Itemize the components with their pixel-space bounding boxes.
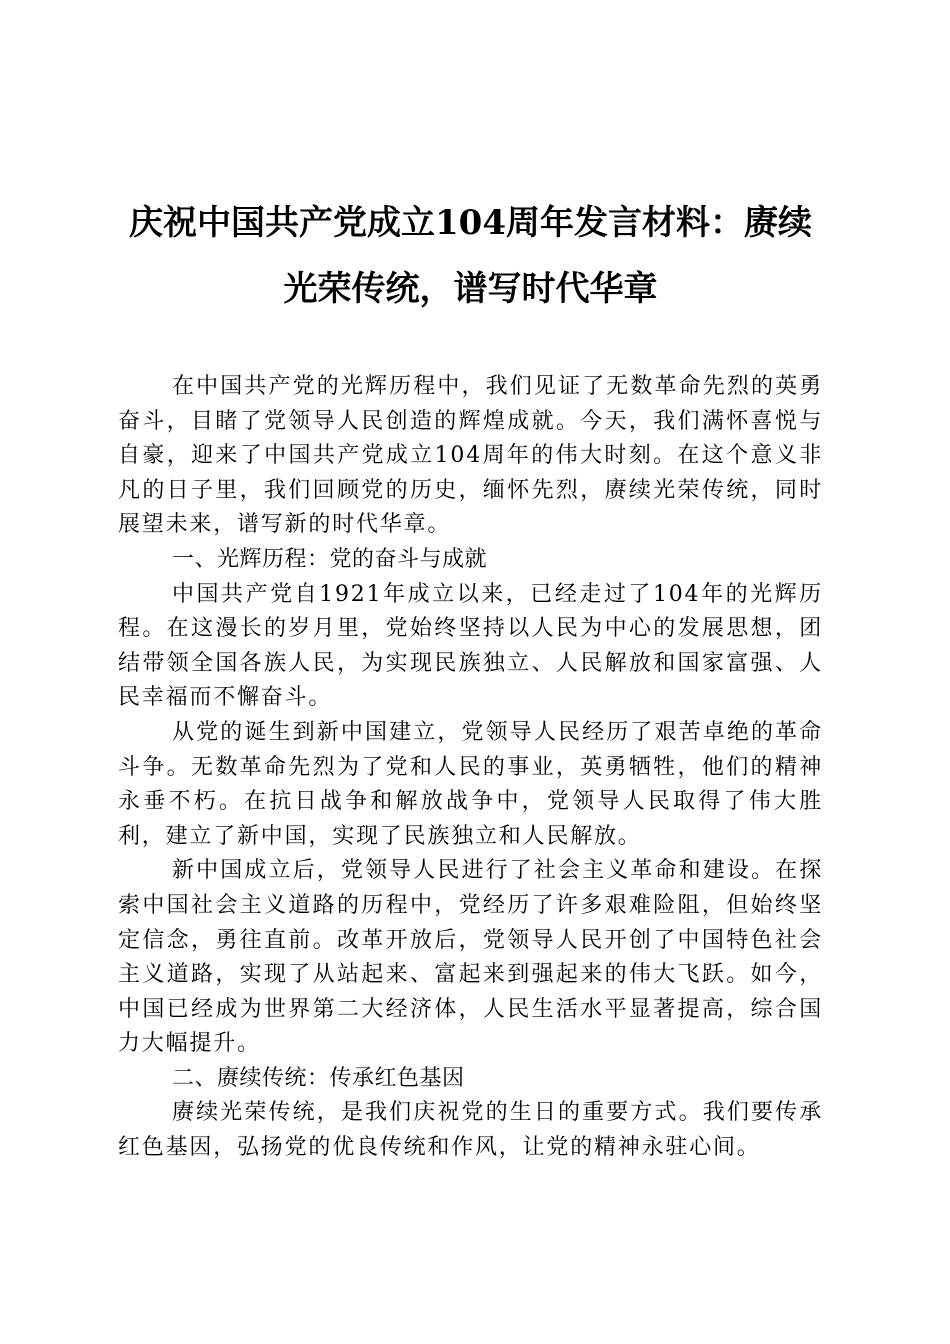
document-title <box>118 190 823 322</box>
document-page <box>118 190 823 1166</box>
paragraph: 中国共产党自1921年成立以来，已经走过了104年的光辉历程。在这漫长的岁月里，党始终坚持以人民为中心的发展思想，团结带领全国各族人民，为实现民族独立、人民解放和国家富强、人民幸福而不懈奋斗。 <box>118 581 823 711</box>
title-line-1: 庆祝中国共产党成立104周年发言材料：赓续 <box>129 203 812 243</box>
section-heading-2: 二、赓续传统：传承红色基因 <box>172 1065 465 1091</box>
section-heading-1: 一、光辉历程：党的奋斗与成就 <box>172 546 488 572</box>
document-body <box>118 370 823 1166</box>
paragraph: 新中国成立后，党领导人民进行了社会主义革命和建设。在探索中国社会主义道路的历程中，党经历了许多艰难险阻，但始终坚定信念，勇往直前。改革开放后，党领导人民开创了中国特色社会主义道路，实现了从站起来、富起来到强起来的伟大飞跃。如今，中国已经成为世界第二大经济体，人民生活水平显著提高，综合国力大幅提升。 <box>118 858 823 1057</box>
paragraph: 从党的诞生到新中国建立，党领导人民经历了艰苦卓绝的革命斗争。无数革命先烈为了党和人民的事业，英勇牺牲，他们的精神永垂不朽。在抗日战争和解放战争中，党领导人民取得了伟大胜利，建立了新中国，实现了民族独立和人民解放。 <box>118 719 823 849</box>
title-line-2: 光荣传统，谱写时代华章 <box>283 269 658 309</box>
paragraph: 赓续光荣传统，是我们庆祝党的生日的重要方式。我们要传承红色基因，弘扬党的优良传统和作风，让党的精神永驻心间。 <box>118 1100 823 1161</box>
paragraph-intro: 在中国共产党的光辉历程中，我们见证了无数革命先烈的英勇奋斗，目睹了党领导人民创造的辉煌成就。今天，我们满怀喜悦与自豪，迎来了中国共产党成立104周年的伟大时刻。在这个意义非凡的日子里，我们回顾党的历史，缅怀先烈，赓续光荣传统，同时展望未来，谱写新的时代华章。 <box>118 374 823 538</box>
